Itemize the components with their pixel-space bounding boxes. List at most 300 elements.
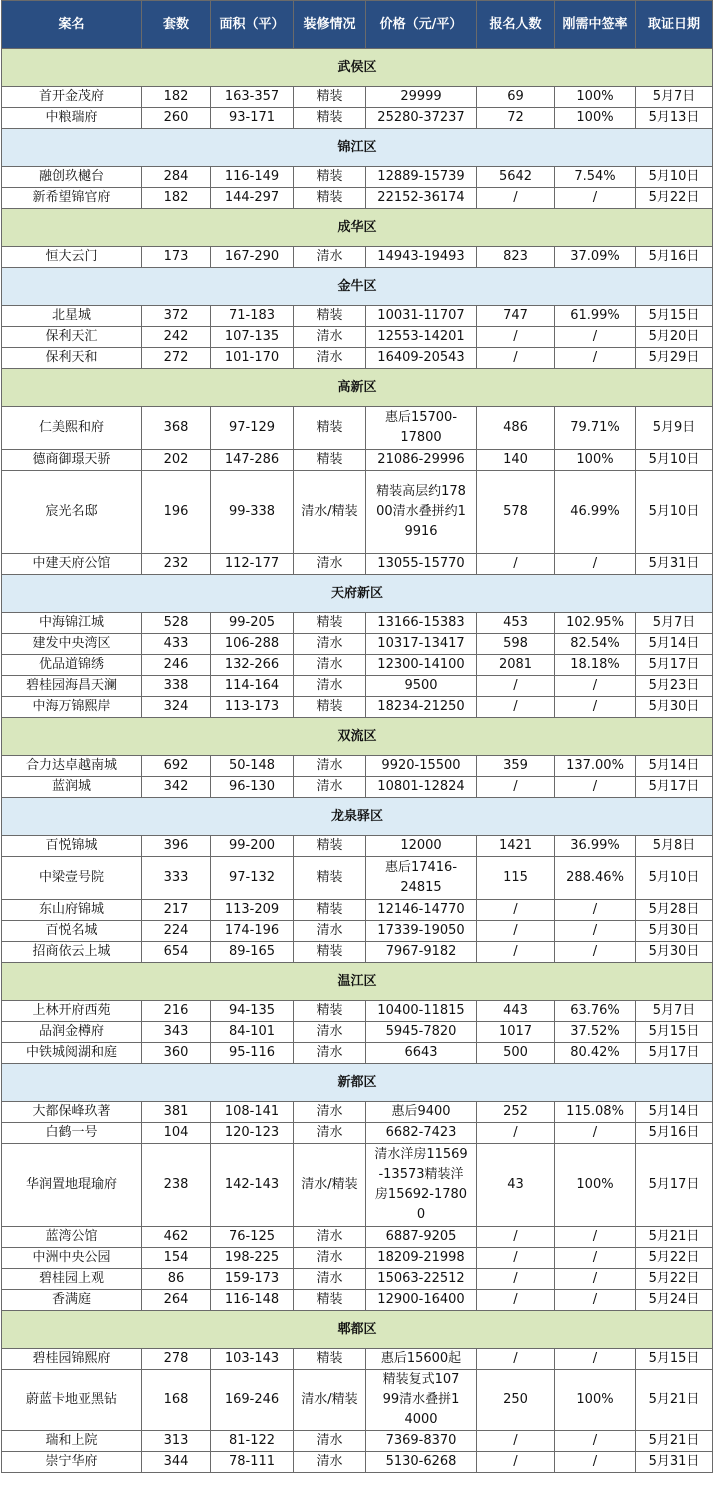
lottery-rate: 115.08%: [555, 1102, 636, 1123]
lottery-rate: /: [555, 777, 636, 798]
area-range: 95-116: [211, 1043, 294, 1064]
project-name: 保利天和: [2, 348, 142, 369]
district-name: 郫都区: [2, 1311, 713, 1349]
decoration-type: 精装: [294, 108, 366, 129]
permit-date: 5月23日: [636, 676, 713, 697]
price-range: 12553-14201: [366, 327, 477, 348]
project-name: 优品道锦绣: [2, 655, 142, 676]
table-row: [2, 87, 713, 108]
permit-date: 5月17日: [636, 1043, 713, 1064]
decoration-type: 清水: [294, 777, 366, 798]
applicant-count: 823: [477, 247, 555, 268]
area-range: 163-357: [211, 87, 294, 108]
unit-count: 692: [142, 756, 211, 777]
project-name: 瑞和上院: [2, 1431, 142, 1452]
project-name: 中铁城阅湖和庭: [2, 1043, 142, 1064]
price-range: 10031-11707: [366, 306, 477, 327]
permit-date: 5月16日: [636, 247, 713, 268]
lottery-rate: 80.42%: [555, 1043, 636, 1064]
unit-count: 242: [142, 327, 211, 348]
header-area: 面积（平）: [211, 1, 294, 49]
decoration-type: 精装: [294, 306, 366, 327]
lottery-rate: /: [555, 697, 636, 718]
area-range: 159-173: [211, 1269, 294, 1290]
permit-date: 5月14日: [636, 756, 713, 777]
unit-count: 360: [142, 1043, 211, 1064]
decoration-type: 清水: [294, 634, 366, 655]
unit-count: 272: [142, 348, 211, 369]
project-name: 上林开府西苑: [2, 1001, 142, 1022]
decoration-type: 精装: [294, 407, 366, 450]
applicant-count: /: [477, 1248, 555, 1269]
table-row: [2, 1431, 713, 1452]
area-range: 103-143: [211, 1349, 294, 1370]
district-name: 天府新区: [2, 575, 713, 613]
price-range: 9920-15500: [366, 756, 477, 777]
district-row: [2, 963, 713, 1001]
table-row: [2, 450, 713, 471]
applicant-count: /: [477, 1431, 555, 1452]
area-range: 76-125: [211, 1227, 294, 1248]
applicant-count: 252: [477, 1102, 555, 1123]
applicant-count: 1421: [477, 836, 555, 857]
table-row: [2, 836, 713, 857]
area-range: 120-123: [211, 1123, 294, 1144]
lottery-rate: 82.54%: [555, 634, 636, 655]
table-row: [2, 1144, 713, 1227]
price-range: 5945-7820: [366, 1022, 477, 1043]
unit-count: 217: [142, 900, 211, 921]
table-row: [2, 554, 713, 575]
decoration-type: 清水: [294, 1043, 366, 1064]
applicant-count: /: [477, 188, 555, 209]
area-range: 116-149: [211, 167, 294, 188]
area-range: 93-171: [211, 108, 294, 129]
decoration-type: 清水: [294, 327, 366, 348]
applicant-count: 250: [477, 1370, 555, 1431]
decoration-type: 精装: [294, 188, 366, 209]
district-name: 新都区: [2, 1064, 713, 1102]
district-row: [2, 1311, 713, 1349]
project-name: 蓝湾公馆: [2, 1227, 142, 1248]
applicant-count: 43: [477, 1144, 555, 1227]
unit-count: 86: [142, 1269, 211, 1290]
lottery-rate: /: [555, 327, 636, 348]
price-range: 5130-6268: [366, 1452, 477, 1473]
project-name: 恒大云门: [2, 247, 142, 268]
applicant-count: 69: [477, 87, 555, 108]
table-row: [2, 777, 713, 798]
lottery-rate: /: [555, 1431, 636, 1452]
area-range: 84-101: [211, 1022, 294, 1043]
district-row: [2, 798, 713, 836]
permit-date: 5月21日: [636, 1370, 713, 1431]
price-range: [366, 857, 477, 900]
district-row: [2, 1064, 713, 1102]
decoration-type: 精装: [294, 450, 366, 471]
unit-count: 182: [142, 188, 211, 209]
lottery-rate: /: [555, 188, 636, 209]
permit-date: 5月15日: [636, 1022, 713, 1043]
area-range: 169-246: [211, 1370, 294, 1431]
area-range: 106-288: [211, 634, 294, 655]
applicant-count: 453: [477, 613, 555, 634]
price-range: 13055-15770: [366, 554, 477, 575]
project-name: 大都保峰玖著: [2, 1102, 142, 1123]
area-range: 99-200: [211, 836, 294, 857]
district-name: 双流区: [2, 718, 713, 756]
unit-count: 202: [142, 450, 211, 471]
area-range: 142-143: [211, 1144, 294, 1227]
project-name: 中建天府公馆: [2, 554, 142, 575]
area-range: 97-132: [211, 857, 294, 900]
project-name: 中海万锦熙岸: [2, 697, 142, 718]
project-name: 中海锦江城: [2, 613, 142, 634]
table-row: [2, 921, 713, 942]
unit-count: 104: [142, 1123, 211, 1144]
permit-date: 5月15日: [636, 306, 713, 327]
district-name: 武侯区: [2, 49, 713, 87]
project-name: 香满庭: [2, 1290, 142, 1311]
unit-count: 313: [142, 1431, 211, 1452]
housing-lottery-table: [1, 0, 713, 1473]
table-row: [2, 857, 713, 900]
unit-count: 182: [142, 87, 211, 108]
area-range: 94-135: [211, 1001, 294, 1022]
district-row: [2, 129, 713, 167]
price-range: 12889-15739: [366, 167, 477, 188]
decoration-type: 精装: [294, 1349, 366, 1370]
lottery-rate: 37.09%: [555, 247, 636, 268]
table-row: [2, 407, 713, 450]
applicant-count: 1017: [477, 1022, 555, 1043]
decoration-type: 清水: [294, 1248, 366, 1269]
table-row: [2, 188, 713, 209]
permit-date: 5月17日: [636, 777, 713, 798]
price-range: 13166-15383: [366, 613, 477, 634]
price-range: [366, 407, 477, 450]
district-name: 金牛区: [2, 268, 713, 306]
permit-date: 5月17日: [636, 1144, 713, 1227]
permit-date: 5月10日: [636, 450, 713, 471]
table-row: [2, 348, 713, 369]
project-name: 中粮瑞府: [2, 108, 142, 129]
unit-count: 284: [142, 167, 211, 188]
area-range: 96-130: [211, 777, 294, 798]
area-range: 114-164: [211, 676, 294, 697]
lottery-rate: /: [555, 942, 636, 963]
table-row: [2, 655, 713, 676]
project-name: 宸光名邸: [2, 471, 142, 554]
unit-count: 342: [142, 777, 211, 798]
table-row: [2, 1227, 713, 1248]
permit-date: 5月30日: [636, 921, 713, 942]
decoration-type: 清水/精装: [294, 471, 366, 554]
header-name: 案名: [2, 1, 142, 49]
decoration-type: 精装: [294, 613, 366, 634]
district-name: 龙泉驿区: [2, 798, 713, 836]
project-name: 百悦锦城: [2, 836, 142, 857]
price-range: 16409-20543: [366, 348, 477, 369]
table-row: [2, 167, 713, 188]
table-row: [2, 108, 713, 129]
decoration-type: 精装: [294, 836, 366, 857]
lottery-rate: 37.52%: [555, 1022, 636, 1043]
decoration-type: 清水: [294, 1269, 366, 1290]
permit-date: 5月31日: [636, 554, 713, 575]
applicant-count: 443: [477, 1001, 555, 1022]
price-range: 9500: [366, 676, 477, 697]
project-name: 保利天汇: [2, 327, 142, 348]
permit-date: 5月7日: [636, 87, 713, 108]
unit-count: 372: [142, 306, 211, 327]
permit-date: 5月31日: [636, 1452, 713, 1473]
area-range: 89-165: [211, 942, 294, 963]
project-name: 融创玖樾台: [2, 167, 142, 188]
lottery-rate: 79.71%: [555, 407, 636, 450]
lottery-rate: 100%: [555, 450, 636, 471]
district-row: [2, 268, 713, 306]
district-name: 温江区: [2, 963, 713, 1001]
decoration-type: 精装: [294, 87, 366, 108]
area-range: 97-129: [211, 407, 294, 450]
applicant-count: /: [477, 1227, 555, 1248]
applicant-count: /: [477, 777, 555, 798]
decoration-type: 精装: [294, 167, 366, 188]
permit-date: 5月7日: [636, 1001, 713, 1022]
price-range: 6887-9205: [366, 1227, 477, 1248]
area-range: 50-148: [211, 756, 294, 777]
unit-count: 260: [142, 108, 211, 129]
decoration-type: 清水: [294, 1022, 366, 1043]
price-range: 7369-8370: [366, 1431, 477, 1452]
area-range: 99-338: [211, 471, 294, 554]
decoration-type: 清水: [294, 1123, 366, 1144]
permit-date: 5月7日: [636, 613, 713, 634]
lottery-rate: 100%: [555, 1144, 636, 1227]
price-text: 精装高层约17800清水叠拼约19916: [376, 484, 466, 539]
permit-date: 5月29日: [636, 348, 713, 369]
decoration-type: 精装: [294, 1290, 366, 1311]
unit-count: 168: [142, 1370, 211, 1431]
price-range: [366, 1144, 477, 1227]
project-name: 招商依云上城: [2, 942, 142, 963]
permit-date: 5月14日: [636, 634, 713, 655]
price-range: 惠后15600起: [366, 1349, 477, 1370]
applicant-count: 115: [477, 857, 555, 900]
applicant-count: /: [477, 921, 555, 942]
applicant-count: 578: [477, 471, 555, 554]
unit-count: 381: [142, 1102, 211, 1123]
price-range: 6682-7423: [366, 1123, 477, 1144]
district-name: 锦江区: [2, 129, 713, 167]
applicant-count: 598: [477, 634, 555, 655]
price-range: 7967-9182: [366, 942, 477, 963]
project-name: 碧桂园海昌天澜: [2, 676, 142, 697]
header-price: 价格（元/平）: [366, 1, 477, 49]
area-range: 116-148: [211, 1290, 294, 1311]
applicant-count: /: [477, 327, 555, 348]
applicant-count: /: [477, 1269, 555, 1290]
lottery-rate: /: [555, 1290, 636, 1311]
project-name: 首开金茂府: [2, 87, 142, 108]
price-range: 14943-19493: [366, 247, 477, 268]
applicant-count: /: [477, 942, 555, 963]
decoration-type: 精装: [294, 697, 366, 718]
project-name: 仁美熙和府: [2, 407, 142, 450]
lottery-rate: 46.99%: [555, 471, 636, 554]
price-range: 惠后9400: [366, 1102, 477, 1123]
project-name: 东山府锦城: [2, 900, 142, 921]
price-range: 6643: [366, 1043, 477, 1064]
price-text: 惠后15700-17800: [384, 410, 458, 445]
table-row: [2, 613, 713, 634]
lottery-rate: 18.18%: [555, 655, 636, 676]
unit-count: 216: [142, 1001, 211, 1022]
unit-count: 462: [142, 1227, 211, 1248]
permit-date: 5月30日: [636, 942, 713, 963]
area-range: 78-111: [211, 1452, 294, 1473]
decoration-type: 清水: [294, 676, 366, 697]
lottery-rate: /: [555, 1248, 636, 1269]
lottery-rate: /: [555, 1269, 636, 1290]
header-decoration: 装修情况: [294, 1, 366, 49]
unit-count: 343: [142, 1022, 211, 1043]
lottery-rate: /: [555, 554, 636, 575]
project-name: 百悦名城: [2, 921, 142, 942]
table-row: [2, 1290, 713, 1311]
lottery-rate: 102.95%: [555, 613, 636, 634]
unit-count: 324: [142, 697, 211, 718]
header-rate: 刚需中签率: [555, 1, 636, 49]
area-range: 132-266: [211, 655, 294, 676]
table-row: [2, 900, 713, 921]
price-range: 10801-12824: [366, 777, 477, 798]
header-date: 取证日期: [636, 1, 713, 49]
table-row: [2, 306, 713, 327]
lottery-rate: /: [555, 676, 636, 697]
permit-date: 5月9日: [636, 407, 713, 450]
table-row: [2, 676, 713, 697]
unit-count: 173: [142, 247, 211, 268]
table-row: [2, 1349, 713, 1370]
table-row: [2, 1269, 713, 1290]
decoration-type: 清水: [294, 554, 366, 575]
project-name: 建发中央湾区: [2, 634, 142, 655]
project-name: 品润金樽府: [2, 1022, 142, 1043]
decoration-type: 清水: [294, 247, 366, 268]
applicant-count: 486: [477, 407, 555, 450]
decoration-type: 清水: [294, 1102, 366, 1123]
header-row: [2, 1, 713, 49]
decoration-type: 清水: [294, 756, 366, 777]
unit-count: 344: [142, 1452, 211, 1473]
applicant-count: /: [477, 1452, 555, 1473]
lottery-rate: 100%: [555, 108, 636, 129]
price-range: 12300-14100: [366, 655, 477, 676]
table-row: [2, 1123, 713, 1144]
permit-date: 5月21日: [636, 1431, 713, 1452]
table-row: [2, 756, 713, 777]
applicant-count: 2081: [477, 655, 555, 676]
district-row: [2, 369, 713, 407]
unit-count: 433: [142, 634, 211, 655]
project-name: 北星城: [2, 306, 142, 327]
lottery-rate: /: [555, 900, 636, 921]
project-name: 合力达卓越南城: [2, 756, 142, 777]
project-name: 碧桂园上观: [2, 1269, 142, 1290]
price-range: 18209-21998: [366, 1248, 477, 1269]
district-row: [2, 718, 713, 756]
district-row: [2, 575, 713, 613]
permit-date: 5月14日: [636, 1102, 713, 1123]
project-name: 蓝润城: [2, 777, 142, 798]
table-row: [2, 1102, 713, 1123]
permit-date: 5月15日: [636, 1349, 713, 1370]
project-name: 中梁壹号院: [2, 857, 142, 900]
decoration-type: 清水: [294, 1452, 366, 1473]
decoration-type: 清水: [294, 348, 366, 369]
district-name: 高新区: [2, 369, 713, 407]
decoration-type: 清水/精装: [294, 1370, 366, 1431]
applicant-count: /: [477, 1123, 555, 1144]
unit-count: 278: [142, 1349, 211, 1370]
unit-count: 333: [142, 857, 211, 900]
lottery-rate: /: [555, 1227, 636, 1248]
header-units: 套数: [142, 1, 211, 49]
unit-count: 154: [142, 1248, 211, 1269]
decoration-type: 清水: [294, 1227, 366, 1248]
unit-count: 264: [142, 1290, 211, 1311]
price-range: [366, 471, 477, 554]
permit-date: 5月17日: [636, 655, 713, 676]
price-range: 17339-19050: [366, 921, 477, 942]
unit-count: 224: [142, 921, 211, 942]
applicant-count: 72: [477, 108, 555, 129]
area-range: 112-177: [211, 554, 294, 575]
lottery-rate: 36.99%: [555, 836, 636, 857]
project-name: 白鹤一号: [2, 1123, 142, 1144]
applicant-count: 140: [477, 450, 555, 471]
applicant-count: /: [477, 676, 555, 697]
lottery-rate: 61.99%: [555, 306, 636, 327]
lottery-rate: /: [555, 1123, 636, 1144]
unit-count: 654: [142, 942, 211, 963]
project-name: 碧桂园锦熙府: [2, 1349, 142, 1370]
district-name: 成华区: [2, 209, 713, 247]
applicant-count: 500: [477, 1043, 555, 1064]
area-range: 167-290: [211, 247, 294, 268]
lottery-rate: /: [555, 348, 636, 369]
price-range: 15063-22512: [366, 1269, 477, 1290]
district-row: [2, 49, 713, 87]
decoration-type: 精装: [294, 942, 366, 963]
price-range: 10317-13417: [366, 634, 477, 655]
price-range: 22152-36174: [366, 188, 477, 209]
lottery-rate: /: [555, 921, 636, 942]
price-text: 惠后17416-24815: [384, 860, 458, 895]
project-name: 华润置地琨瑜府: [2, 1144, 142, 1227]
permit-date: 5月24日: [636, 1290, 713, 1311]
price-text: 清水洋房11569-13573精装洋房15692-17800: [374, 1147, 468, 1222]
area-range: 198-225: [211, 1248, 294, 1269]
applicant-count: 747: [477, 306, 555, 327]
permit-date: 5月10日: [636, 471, 713, 554]
lottery-rate: 100%: [555, 87, 636, 108]
decoration-type: 清水/精装: [294, 1144, 366, 1227]
price-range: [366, 1370, 477, 1431]
table-row: [2, 327, 713, 348]
